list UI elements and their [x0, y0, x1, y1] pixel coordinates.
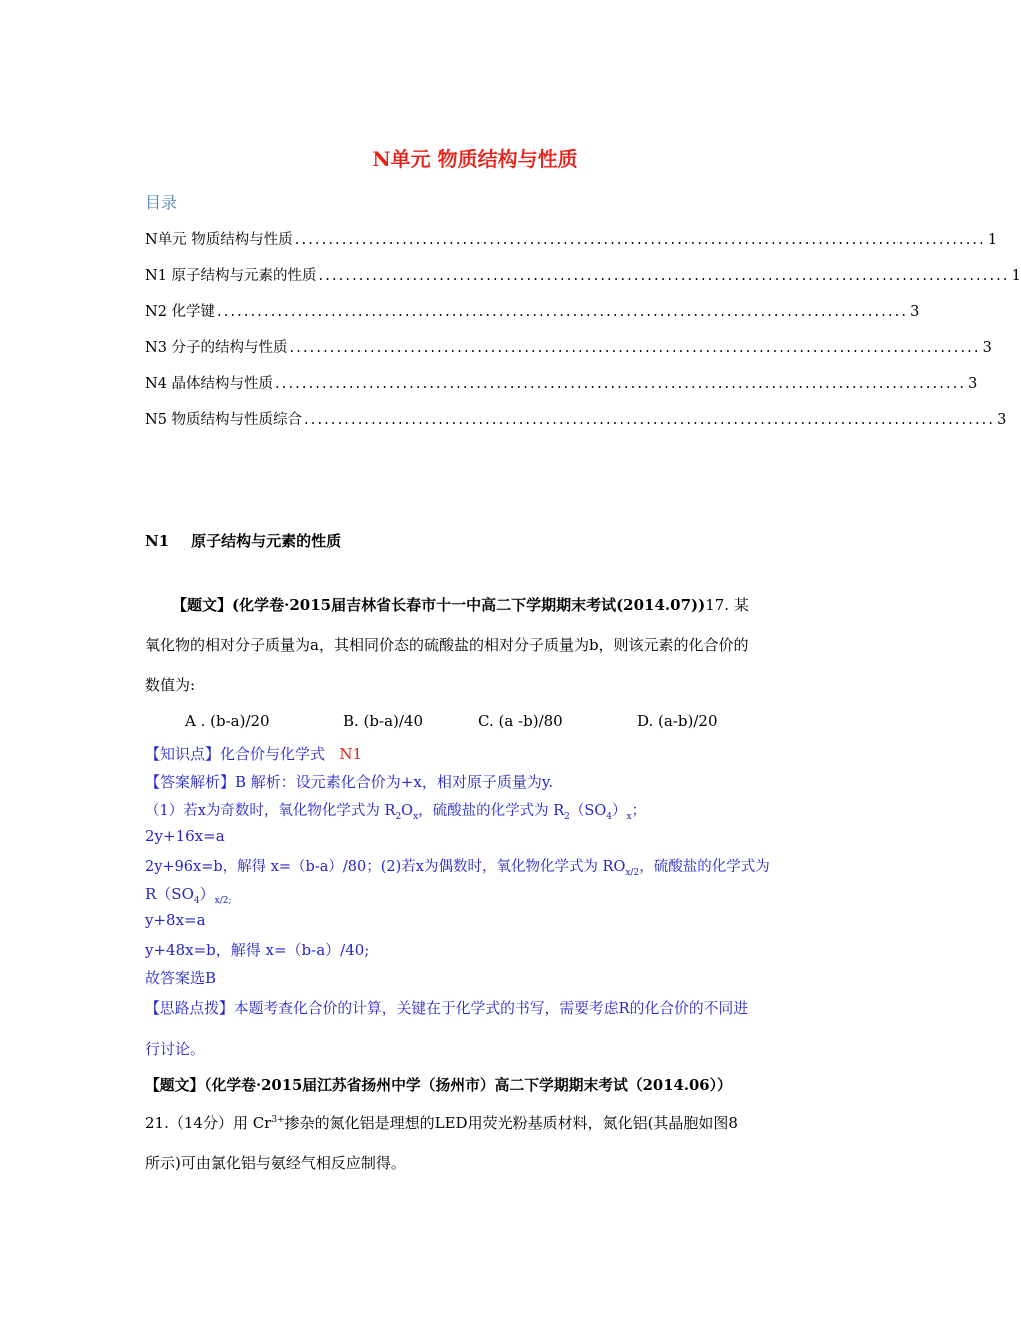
- tip-text: 本题考查化合价的计算，关键在于化学式的书写，需要考虑R的化合价的不同进: [233, 1000, 749, 1017]
- knowledge-label: 【知识点】: [145, 745, 221, 763]
- question-text: 掺杂的氮化铝是理想的LED用荧光粉基质材料，氮化铝(其晶胞如图8: [284, 1114, 738, 1132]
- solution-line-2: 2y+16x=a: [145, 827, 225, 845]
- subscript: 2: [395, 811, 402, 822]
- answer-text: B 解析：设元素化合价为+x，相对原子质量为y.: [235, 773, 554, 791]
- toc-item-label: N单元 物质结构与性质: [145, 232, 293, 248]
- toc-item[interactable]: [145, 408, 1007, 429]
- tip-label: 【思路点拨】: [145, 1000, 234, 1017]
- answer-line: [145, 771, 810, 792]
- toc-item-page: 1: [987, 232, 998, 248]
- subscript: x/2: [625, 867, 640, 878]
- solution-line-4: [145, 883, 810, 906]
- section-title: 原子结构与元素的性质: [191, 532, 342, 550]
- toc-item-label: N4 晶体结构与性质: [145, 376, 274, 392]
- toc-leader-dots: .......................................................................................................: [289, 340, 981, 356]
- solution-text: ，硫酸盐的化学式为 R: [418, 803, 565, 819]
- solution-text: O: [401, 803, 414, 819]
- solution-text: （1）若x为奇数时，氧化物化学式为 R: [145, 803, 396, 819]
- toc-item-page: 3: [968, 376, 978, 392]
- tip-line-2: 行讨论。: [145, 1040, 206, 1058]
- toc-item-label: N3 分子的结构与性质: [145, 340, 288, 356]
- solution-text: ；: [631, 803, 647, 819]
- solution-text: ）: [611, 803, 627, 819]
- toc-heading: 目录: [145, 193, 178, 212]
- toc-item-page: 3: [982, 340, 992, 356]
- subscript: x/2;: [214, 896, 232, 906]
- solution-line-5: y+8x=a: [145, 911, 206, 929]
- tip-line: [145, 997, 810, 1018]
- knowledge-point: [145, 743, 810, 764]
- answer-label: 【答案解析】: [145, 773, 236, 791]
- toc-item[interactable]: [145, 300, 920, 321]
- toc-leader-dots: .......................................................................................................: [217, 304, 909, 320]
- page-title: N单元 物质结构与性质: [372, 147, 578, 171]
- question-source: 【题文】(化学卷·2015届吉林省长春市十一中高二下学期期末考试(2014.07)): [172, 596, 706, 614]
- toc-leader-dots: .......................................................................................................: [294, 232, 986, 248]
- question-stem-start: 17. 某: [705, 596, 749, 614]
- toc-item[interactable]: [145, 264, 1021, 285]
- solution-text: R（SO: [145, 885, 194, 903]
- question-stem: 氧化物的相对分子质量为a，其相同价态的硫酸盐的相对分子质量为b，则该元素的化合价的: [145, 636, 749, 654]
- option-c: C. (a -b)/80: [478, 712, 563, 730]
- toc-item-page: 3: [910, 304, 920, 320]
- question-source: 【题文】（化学卷·2015届江苏省扬州中学（扬州市）高二下学期期末考试（2014.06））: [145, 1077, 732, 1094]
- question-stem-end: 所示)可由氯化铝与氨经气相反应制得。: [145, 1154, 406, 1172]
- solution-text: ）: [199, 885, 215, 903]
- question-stem: [145, 1112, 810, 1133]
- question-text: 21.（14分）用 Cr: [145, 1114, 272, 1132]
- toc-item[interactable]: [145, 372, 978, 393]
- toc-item[interactable]: [145, 336, 992, 357]
- question-stem-end: 数值为:: [145, 676, 196, 694]
- subscript: x: [626, 811, 632, 822]
- subscript: x: [413, 811, 419, 822]
- solution-line-6: y+48x=b，解得 x=（b-a）/40;: [145, 941, 370, 959]
- subscript: 4: [193, 896, 200, 906]
- knowledge-text: 化合价与化学式: [220, 745, 326, 763]
- superscript: 3+: [271, 1115, 285, 1125]
- toc-item[interactable]: [145, 228, 998, 249]
- question-source-line: [172, 594, 812, 615]
- section-code: N1: [145, 532, 170, 550]
- toc-item-page: 3: [997, 412, 1007, 428]
- solution-text: 2y+96x=b，解得 x=（b-a）/80；(2)若x为偶数时，氧化物化学式为 RO: [145, 859, 626, 875]
- toc-item-label: N2 化学键: [145, 304, 216, 320]
- toc-item-label: N5 物质结构与性质综合: [145, 412, 303, 428]
- toc-leader-dots: .......................................................................................................: [318, 268, 1010, 284]
- toc-leader-dots: .......................................................................................................: [275, 376, 967, 392]
- option-a: A . (b-a)/20: [185, 712, 270, 730]
- solution-line-7: 故答案选B: [145, 969, 217, 987]
- solution-line-3: [145, 855, 810, 878]
- solution-text: （SO: [569, 803, 607, 819]
- option-d: D. (a-b)/20: [637, 712, 718, 730]
- solution-text: ，硫酸盐的化学式为: [639, 859, 770, 875]
- subscript: 4: [606, 811, 612, 822]
- toc-item-page: 1: [1011, 268, 1021, 284]
- toc-leader-dots: .......................................................................................................: [304, 412, 996, 428]
- option-b: B. (b-a)/40: [343, 712, 424, 730]
- section-heading: [145, 530, 341, 551]
- knowledge-code: N1: [339, 745, 363, 763]
- subscript: 2: [564, 811, 570, 822]
- solution-line-1: [145, 799, 810, 822]
- toc-item-label: N1 原子结构与元素的性质: [145, 268, 317, 284]
